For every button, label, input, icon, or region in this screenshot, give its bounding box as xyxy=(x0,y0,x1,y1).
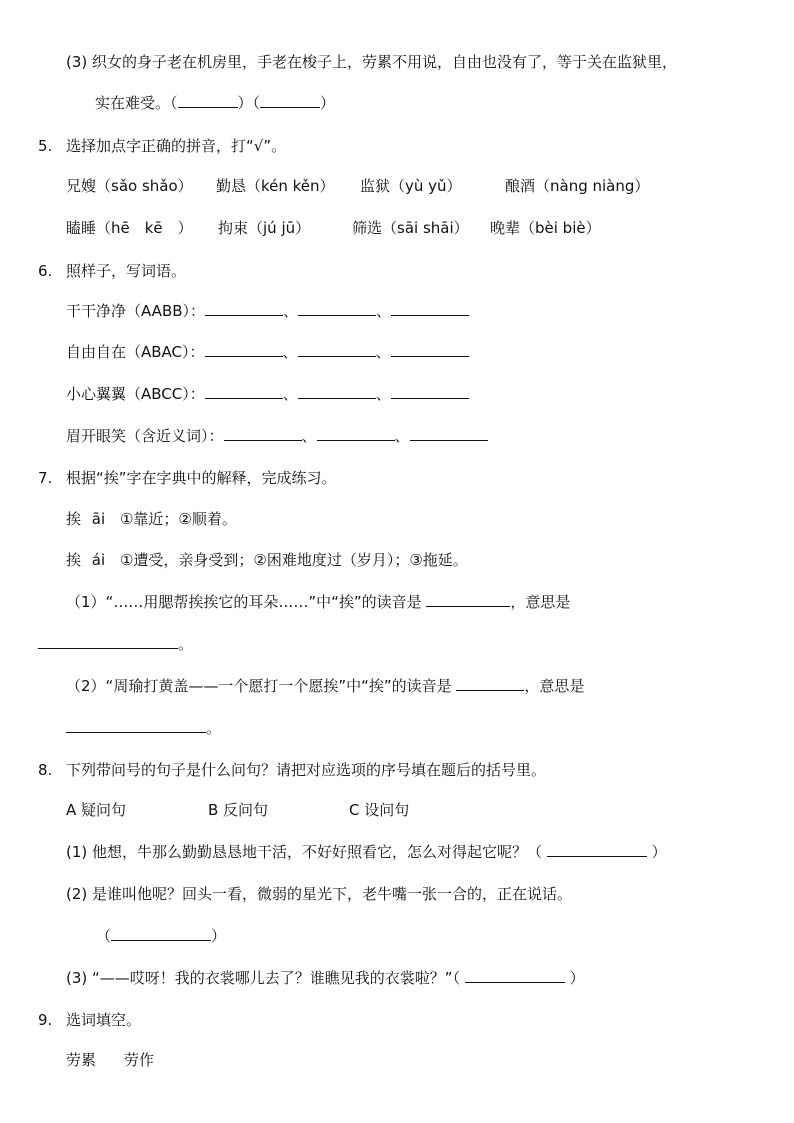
q9-word: 劳作 xyxy=(124,1051,155,1069)
question-prompt: 根据“挨”字在字典中的解释，完成练习。 xyxy=(66,469,337,487)
q5-word: 拘束（jú jū） xyxy=(218,219,311,237)
q9-word: 劳累 xyxy=(66,1051,97,1069)
question-number: 6. xyxy=(38,262,53,280)
q8-sentence-3: (3) “——哎呀！我的衣裳哪儿去了？谁瞧见我的衣裳啦？”（ ） xyxy=(66,969,585,987)
q6-row: 自由自在（ABAC）： 、 、 xyxy=(66,342,469,362)
item-number: (2) xyxy=(66,885,88,903)
dict-meaning: ①遭受，亲身受到；②困难地度过（岁月）；③拖延。 xyxy=(119,551,468,569)
answer-blank[interactable] xyxy=(456,676,524,691)
row-label: 自由自在（ABAC）： xyxy=(66,343,205,361)
question-number: 9. xyxy=(38,1011,53,1029)
row-label: 干干净净（AABB）： xyxy=(66,302,206,320)
q5-word: 晚辈（bèi biè） xyxy=(490,219,601,237)
q8-option: C 设问句 xyxy=(349,801,410,819)
dict-char: 挨 xyxy=(66,551,82,569)
question-prompt: 照样子，写词语。 xyxy=(66,262,187,280)
q7-subquestion-2: （2）“周瑜打黄盖——一个愿打一个愿挨”中“挨”的读音是 ，意思是 xyxy=(66,677,585,695)
q7-definition xyxy=(66,509,237,529)
dict-pinyin: āi xyxy=(91,510,106,528)
q8-sentence-2: (2) 是谁叫他呢？回头一看，微弱的星光下，老牛嘴一张一合的，正在说话。 xyxy=(66,885,573,903)
q8-option: A 疑问句 xyxy=(66,801,127,819)
q6-row: 小心翼翼（ABCC）： 、 、 xyxy=(66,384,469,404)
answer-blank[interactable] xyxy=(465,968,565,983)
answer-blank[interactable] xyxy=(391,301,469,316)
dict-meaning: ①靠近；②顺着。 xyxy=(119,510,237,528)
answer-blank[interactable] xyxy=(298,342,376,357)
question-prompt: 下列带问号的句子是什么问句？请把对应选项的序号填在题后的括号里。 xyxy=(66,761,547,779)
answer-blank[interactable] xyxy=(426,592,510,607)
q6-row: 干干净净（AABB）： 、 、 xyxy=(66,301,469,321)
row-label: 眉开眼笑（含近义词）： xyxy=(66,427,224,445)
answer-blank[interactable] xyxy=(205,342,283,357)
q8-option: B 反问句 xyxy=(208,801,269,819)
q8-heading xyxy=(38,760,546,780)
answer-blank[interactable] xyxy=(260,93,320,108)
q5-word: 监狱（yù yǔ） xyxy=(360,177,462,195)
answer-blank[interactable] xyxy=(317,426,395,441)
q4-item-3-line1 xyxy=(66,52,677,72)
q8-sentence-1: (1) 他想，牛那么勤勤恳恳地干活，不好好照看它，怎么对得起它呢？（ ） xyxy=(66,843,667,861)
answer-blank[interactable] xyxy=(205,384,283,399)
q5-word: 筛选（sāi shāi） xyxy=(352,219,469,237)
item-number: (3) xyxy=(66,969,88,987)
answer-blank[interactable] xyxy=(224,426,302,441)
question-prompt: 选择加点字正确的拼音，打“√”。 xyxy=(66,137,287,155)
answer-blank[interactable] xyxy=(410,426,488,441)
q4-item-3-line2: 实在难受。（ ）（ ） xyxy=(95,94,336,112)
q7-heading xyxy=(38,468,337,488)
dict-char: 挨 xyxy=(66,510,82,528)
row-label: 小心翼翼（ABCC）： xyxy=(66,385,205,403)
answer-blank[interactable] xyxy=(547,842,647,857)
q7-subquestion-2-line2: 。 xyxy=(66,718,221,738)
dict-pinyin: ái xyxy=(91,551,106,569)
answer-blank[interactable] xyxy=(66,718,206,733)
q8-sentence-2-answer: （ ） xyxy=(96,927,227,945)
question-prompt: 选词填空。 xyxy=(66,1011,142,1029)
q9-heading xyxy=(38,1010,141,1030)
answer-blank[interactable] xyxy=(391,384,469,399)
sentence-text: 织女的身子老在机房里，手老在梭子上，劳累不用说，自由也没有了，等于关在监狱里， xyxy=(92,53,678,71)
answer-blank[interactable] xyxy=(178,93,238,108)
q5-heading xyxy=(38,136,286,156)
q5-word: 瞌睡（hē kē ） xyxy=(66,219,193,237)
answer-blank[interactable] xyxy=(38,634,178,649)
question-number: 7. xyxy=(38,469,53,487)
q6-heading xyxy=(38,261,186,281)
answer-blank[interactable] xyxy=(298,384,376,399)
answer-blank[interactable] xyxy=(111,926,211,941)
q5-word: 勤恳（kén kěn） xyxy=(216,177,335,195)
item-number: (3) xyxy=(66,53,88,71)
question-number: 8. xyxy=(38,761,53,779)
q5-word: 酿酒（nàng niàng） xyxy=(505,177,650,195)
answer-blank[interactable] xyxy=(391,342,469,357)
q7-subquestion-1-line2: 。 xyxy=(38,634,193,654)
answer-blank[interactable] xyxy=(205,301,283,316)
item-number: (1) xyxy=(66,843,88,861)
question-number: 5. xyxy=(38,137,53,155)
q7-definition xyxy=(66,550,468,570)
answer-blank[interactable] xyxy=(298,301,376,316)
q6-row: 眉开眼笑（含近义词）： 、 、 xyxy=(66,426,488,446)
q5-word: 兄嫂（sǎo shǎo） xyxy=(66,177,193,195)
q7-subquestion-1: （1）“……用腮帮挨挨它的耳朵……”中“挨”的读音是 ，意思是 xyxy=(66,593,571,611)
sentence-text: 实在难受。（ xyxy=(95,94,178,112)
